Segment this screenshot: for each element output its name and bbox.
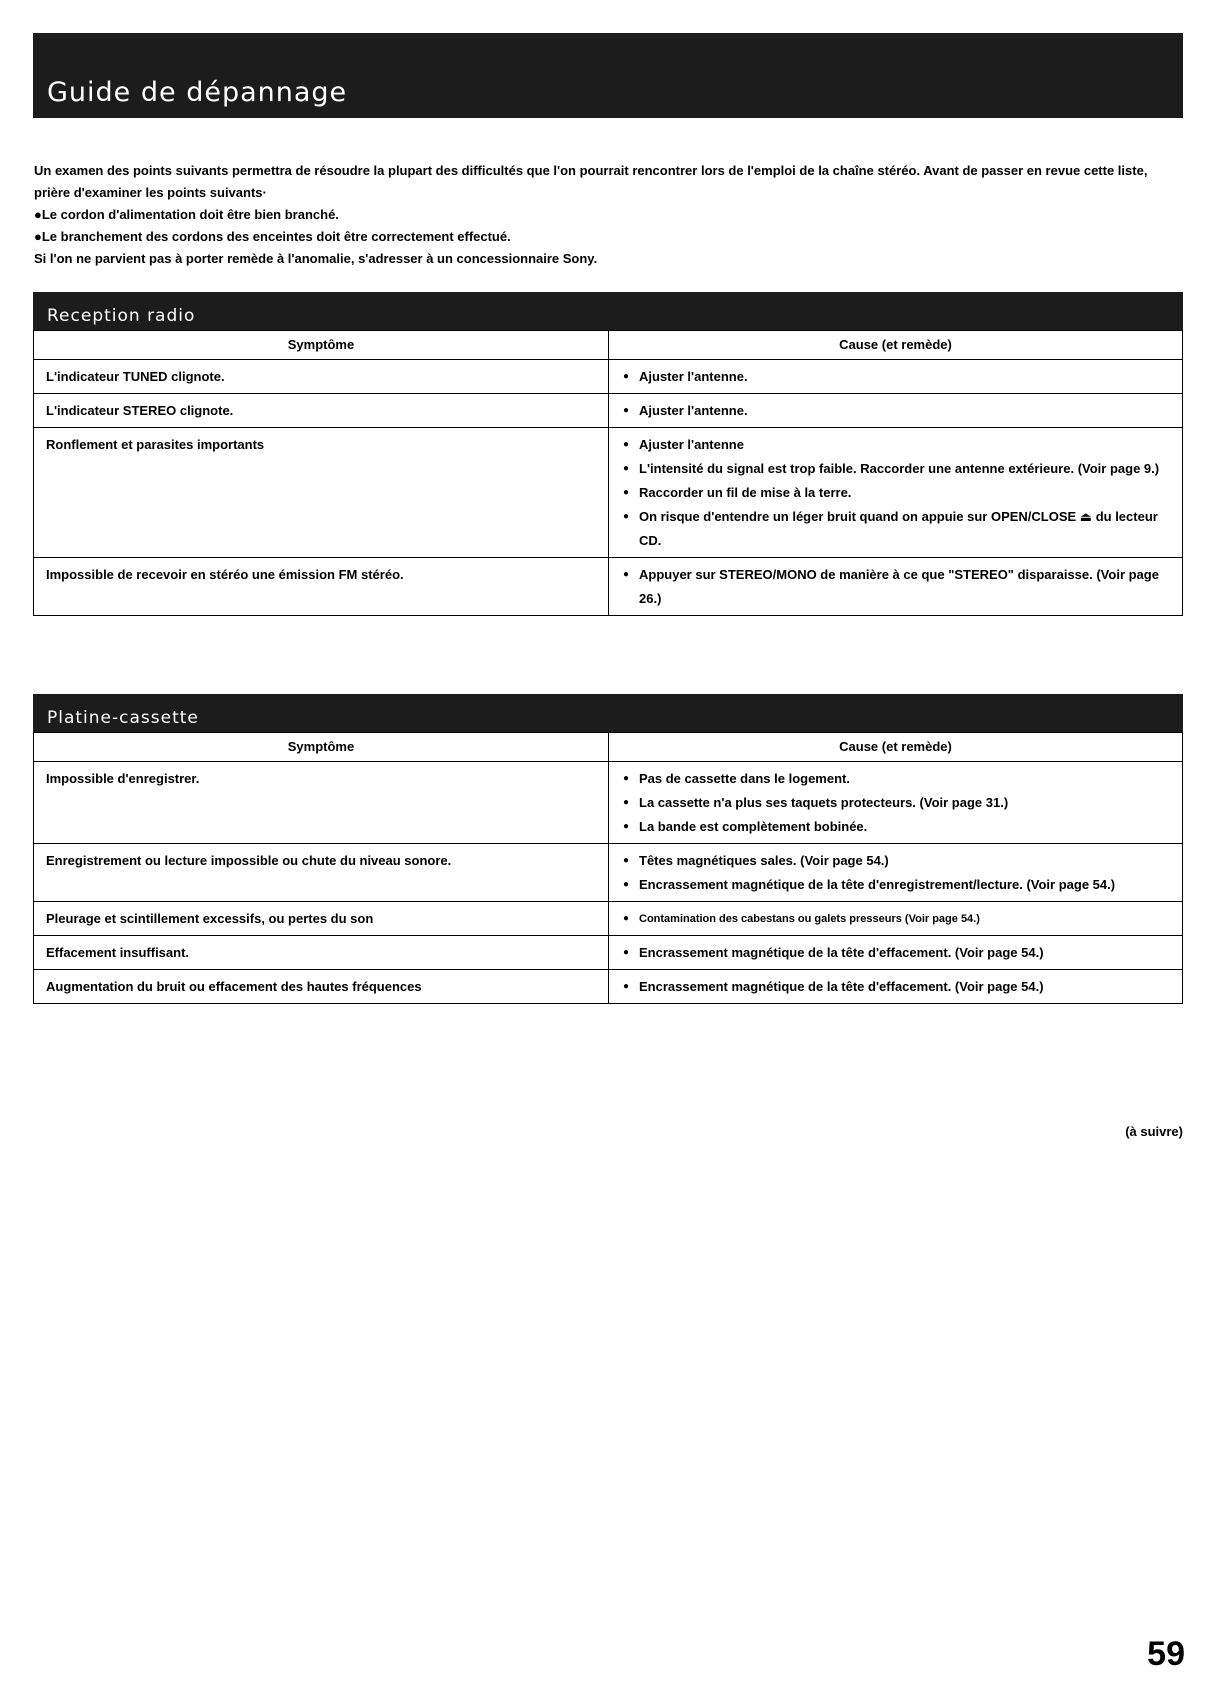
section-heading-text: Platine-cassette [47,708,199,728]
symptom-cell: Impossible de recevoir en stéréo une émission FM stéréo. [34,558,609,616]
cause-cell [609,394,1183,428]
cause-item: ● Ajuster l'antenne. [621,365,1170,389]
cause-item: ● Appuyer sur STEREO/MONO de manière à ce que "STEREO" disparaisse. (Voir page 26.) [621,563,1170,611]
section-heading [33,694,1183,732]
table-header-row [34,331,1183,360]
symptom-cell: Effacement insuffisant. [34,936,609,970]
table-header-row [34,733,1183,762]
symptom-cell: Ronflement et parasites importants [34,428,609,558]
cause-item: ● Têtes magnétiques sales. (Voir page 54.) [621,849,1170,873]
continued-note: (à suivre) [1125,1124,1183,1139]
header-cause: Cause (et remède) [609,331,1183,360]
table-row [34,428,1183,558]
table-row [34,558,1183,616]
page-number: 59 [1147,1635,1185,1673]
cause-item: ● Pas de cassette dans le logement. [621,767,1170,791]
troubleshooting-table [33,732,1183,1004]
symptom-cell: Enregistrement ou lecture impossible ou chute du niveau sonore. [34,844,609,902]
header-cause: Cause (et remède) [609,733,1183,762]
table-row [34,902,1183,936]
section-platine-cassette [33,694,1183,1004]
symptom-cell: Pleurage et scintillement excessifs, ou pertes du son [34,902,609,936]
cause-item: ● Raccorder un fil de mise à la terre. [621,481,1170,505]
cause-item: ● La bande est complètement bobinée. [621,815,1170,839]
cause-item: ● Ajuster l'antenne [621,433,1170,457]
cause-cell [609,762,1183,844]
section-reception-radio [33,292,1183,616]
table-row [34,394,1183,428]
cause-cell [609,902,1183,936]
table-row [34,762,1183,844]
cause-item: ● Encrassement magnétique de la tête d'enregistrement/lecture. (Voir page 54.) [621,873,1170,897]
intro-line: Si l'on ne parvient pas à porter remède à l'anomalie, s'adresser à un concessionnaire Sony. [34,251,598,266]
intro-text [34,160,1184,270]
troubleshooting-table [33,330,1183,616]
cause-item: ● On risque d'entendre un léger bruit quand on appuie sur OPEN/CLOSE ⏏ du lecteur CD. [621,505,1170,553]
intro-line: ●Le cordon d'alimentation doit être bien branché. [34,207,339,222]
cause-cell [609,360,1183,394]
intro-line: Un examen des points suivants permettra de résoudre la plupart des difficultés que l'on pourrait rencontrer lors de l'emploi de la chaîne stéréo. Avant de passer en revue cette liste, prière d'examiner les points suivants· [34,163,1148,200]
cause-cell [609,936,1183,970]
cause-cell [609,428,1183,558]
cause-item: ● L'intensité du signal est trop faible. Raccorder une antenne extérieure. (Voir page 9.) [621,457,1170,481]
section-heading-text: Reception radio [47,306,196,326]
cause-item: ● Encrassement magnétique de la tête d'effacement. (Voir page 54.) [621,975,1170,999]
page-title: Guide de dépannage [47,77,348,108]
cause-cell [609,558,1183,616]
cause-cell [609,844,1183,902]
cause-item: ● La cassette n'a plus ses taquets protecteurs. (Voir page 31.) [621,791,1170,815]
cause-item: ● Ajuster l'antenne. [621,399,1170,423]
symptom-cell: Augmentation du bruit ou effacement des hautes fréquences [34,970,609,1004]
section-heading [33,292,1183,330]
table-row [34,936,1183,970]
intro-line: ●Le branchement des cordons des enceintes doit être correctement effectué. [34,229,511,244]
table-row [34,844,1183,902]
table-row [34,360,1183,394]
header-symptom: Symptôme [34,331,609,360]
header-symptom: Symptôme [34,733,609,762]
cause-cell [609,970,1183,1004]
symptom-cell: L'indicateur STEREO clignote. [34,394,609,428]
title-banner [33,33,1183,118]
symptom-cell: L'indicateur TUNED clignote. [34,360,609,394]
symptom-cell: Impossible d'enregistrer. [34,762,609,844]
cause-item: ● Encrassement magnétique de la tête d'effacement. (Voir page 54.) [621,941,1170,965]
table-row [34,970,1183,1004]
cause-item: ● Contamination des cabestans ou galets presseurs (Voir page 54.) [621,907,1170,931]
